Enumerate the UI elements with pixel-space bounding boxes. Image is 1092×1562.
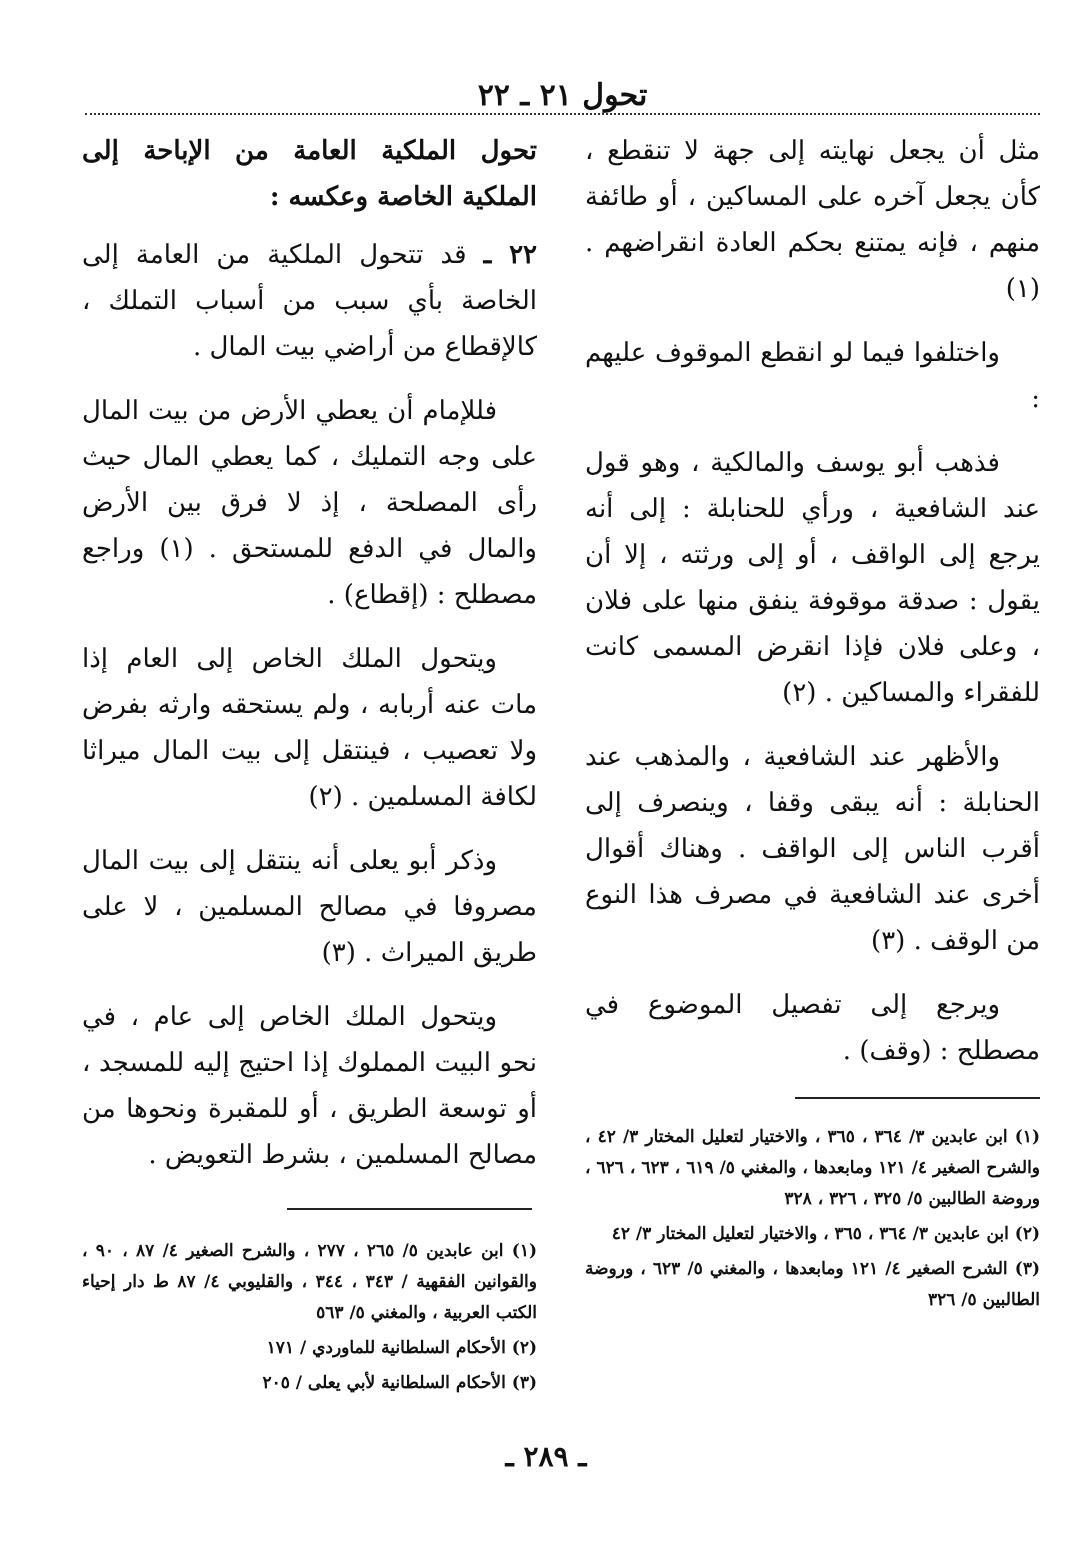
left-paragraph-3: وذكر أبو يعلى أنه ينتقل إلى بيت المال مصروفا في مصالح المسلمين ، لا على طريق الميراث . (٣) xyxy=(82,846,537,968)
left-paragraph-1: فللإمام أن يعطي الأرض من بيت المال على وجه التمليك ، كما يعطي المال حيث رأى المصلحة ، إذ لا فرق بين الأرض والمال في الدفع للمستحق . (١) وراجع مصطلح : (إقطاع) . xyxy=(82,396,537,610)
right-column xyxy=(585,128,1040,1092)
left-footnote-2: (٢) الأحكام السلطانية للماوردي / ١٧١ xyxy=(266,1338,537,1358)
right-paragraph-2: واختلفوا فيما لو انقطع الموقوف عليهم : xyxy=(585,338,1040,414)
section-22-text: قد تتحول الملكية من العامة إلى الخاصة بأي سبب من أسباب التملك ، كالإقطاع من أراضي بيت المال . xyxy=(82,240,537,362)
header-dotted-rule xyxy=(85,113,1040,115)
right-footnote-1: (١) ابن عابدين ٣/ ٣٦٤ ، ٣٦٥ ، والاختيار لتعليل المختار ٣/ ٤٢ ، والشرح الصغير ٤/ ١٢١ ومابعدها ، والمغني ٥/ ٦١٩ ، ٦٢٣ ، ٦٢٦ ، وروضة الطالبين ٥/ ٣٢٥ ، ٣٢٦ ، ٣٢٨ xyxy=(585,1127,1040,1209)
right-paragraph-5: ويرجع إلى تفصيل الموضوع في مصطلح : (وقف) . xyxy=(585,990,1040,1066)
section-number: ٢٢ ـ xyxy=(483,240,538,270)
right-paragraph-4: والأظهر عند الشافعية ، والمذهب عند الحنابلة : أنه يبقى وقفا ، وينصرف إلى أقرب الناس إلى الواقف . وهناك أقوال أخرى عند الشافعية في مصرف هذا النوع من الوقف . (٣) xyxy=(585,742,1040,956)
left-footnote-1: (١) ابن عابدين ٥/ ٢٦٥ ، ٢٧٧ ، والشرح الصغير ٤/ ٨٧ ، ٩٠ ، والقوانين الفقهية / ٣٤٣ ، ٣٤٤ ، والقليوبي ٤/ ٨٧ ط دار إحياء الكتب العربية ، والمغني ٥/ ٥٦٣ xyxy=(82,1241,537,1323)
right-paragraph-3: فذهب أبو يوسف والمالكية ، وهو قول عند الشافعية ، ورأي للحنابلة : إلى أنه يرجع إلى الواقف ، أو إلى ورثته ، إلا أن يقول : صدقة موقوفة ينفق منها على فلان ، وعلى فلان فإذا انقرض المسمى كانت للفقراء والمساكين . (٢) xyxy=(585,448,1040,708)
left-footnote-3: (٣) الأحكام السلطانية لأبي يعلى / ٢٠٥ xyxy=(262,1373,537,1393)
left-footnote-rule xyxy=(287,1208,532,1210)
right-footnotes xyxy=(585,1122,1040,1320)
right-footnote-3: (٣) الشرح الصغير ٤/ ١٢١ ومابعدها ، والمغني ٥/ ٦٢٣ ، وروضة الطالبين ٥/ ٣٢٦ xyxy=(585,1259,1040,1310)
running-header: تحول ٢١ ـ ٢٢ xyxy=(477,78,648,113)
left-footnotes xyxy=(82,1236,537,1403)
right-paragraph-1: مثل أن يجعل نهايته إلى جهة لا تنقطع ، كأن يجعل آخره على المساكين ، أو طائفة منهم ، فإنه يمتنع بحكم العادة انقراضهم . (١) xyxy=(585,136,1040,304)
left-paragraph-4: ويتحول الملك الخاص إلى عام ، في نحو البيت المملوك إذا احتيج إليه للمسجد ، أو توسعة الطريق ، أو للمقبرة ونحوها من مصالح المسلمين ، بشرط التعويض . xyxy=(82,1002,537,1170)
section-heading: تحول الملكية العامة من الإباحة إلى الملكية الخاصة وعكسه : xyxy=(82,136,537,212)
right-footnote-rule xyxy=(795,1097,1040,1099)
left-paragraph-2: ويتحول الملك الخاص إلى العام إذا مات عنه أربابه ، ولم يستحقه وارثه بفرض ولا تعصيب ، فينتقل إلى بيت المال ميراثا لكافة المسلمين . (٢) xyxy=(82,644,537,812)
left-column xyxy=(82,128,537,1196)
page-number: ـ ٢٨٩ ـ xyxy=(505,1440,587,1473)
section-22-paragraph xyxy=(82,232,537,370)
right-footnote-2: (٢) ابن عابدين ٣/ ٣٦٤ ، ٣٦٥ ، والاختيار لتعليل المختار ٣/ ٤٢ xyxy=(611,1224,1040,1244)
